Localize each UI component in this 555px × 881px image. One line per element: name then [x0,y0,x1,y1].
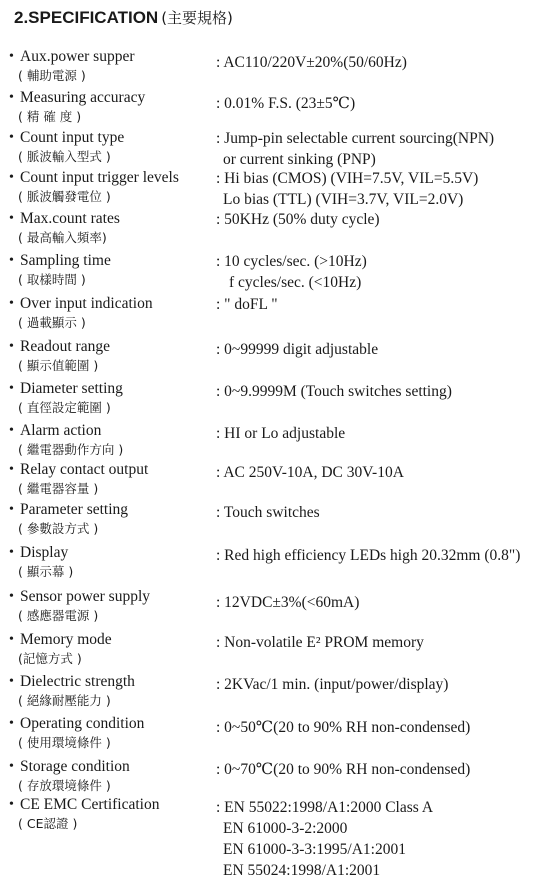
spec-label: Aux.power supper [20,48,135,65]
spec-value: : 50KHz (50% duty cycle) [216,211,380,228]
bullet-icon: • [9,589,14,604]
spec-value: : 0~50℃(20 to 90% RH non-condensed) [216,719,471,736]
bullet-icon: • [9,759,14,774]
bullet-icon: • [9,339,14,354]
section-title-chinese: (主要規格) [161,9,233,27]
spec-values [216,381,452,402]
spec-label: Max.count rates [20,210,120,227]
section-title-english: 2.SPECIFICATION [14,8,159,27]
spec-label-chinese: ( 取樣時間 ) [18,272,86,287]
spec-value: or current sinking (PNP) [223,151,376,168]
spec-label-chinese: ( 使用環境條件 ) [18,735,111,750]
bullet-icon: • [9,253,14,268]
spec-value: : 10 cycles/sec. (>10Hz) [216,253,367,270]
bullet-icon: • [9,423,14,438]
spec-label: Over input indication [20,295,153,312]
spec-label-chinese: ( 脈波觸發電位 ) [18,189,111,204]
spec-values [216,545,520,566]
spec-value: : 12VDC±3%(<60mA) [216,594,360,611]
spec-label: Display [20,544,69,561]
spec-values [216,797,433,881]
bullet-icon: • [9,632,14,647]
spec-label-chinese: ( 顯示幕 ) [18,564,74,579]
spec-label: Alarm action [20,422,102,439]
bullet-icon: • [9,381,14,396]
spec-values [216,209,380,230]
spec-label-chinese: ( 參數設方式 ) [18,521,99,536]
spec-value: : AC 250V-10A, DC 30V-10A [216,464,404,481]
spec-label-chinese: (記憶方式 ) [18,651,82,666]
spec-value: : Touch switches [216,504,320,521]
spec-label-chinese: ( 最高輸入頻率) [18,230,107,245]
spec-value: : Red high efficiency LEDs high 20.32mm (0.8") [216,547,521,564]
spec-values [216,251,367,293]
spec-values [216,294,278,315]
spec-label: Sensor power supply [20,588,151,605]
bullet-icon: • [9,296,14,311]
spec-label-chinese: ( 脈波輸入型式 ) [18,149,111,164]
spec-values [216,423,345,444]
bullet-icon: • [9,716,14,731]
spec-values [216,502,320,523]
spec-value: : 0~99999 digit adjustable [216,341,379,358]
spec-label: Diameter setting [20,380,123,397]
spec-label: Dielectric strength [20,673,135,690]
bullet-icon: • [9,211,14,226]
bullet-icon: • [9,130,14,145]
spec-values [216,52,407,73]
spec-label-chinese: ( 繼電器容量 ) [18,481,99,496]
bullet-icon: • [9,545,14,560]
spec-values [216,632,424,653]
spec-values [216,168,478,210]
spec-value: Lo bias (TTL) (VIH=3.7V, VIL=2.0V) [223,191,464,208]
spec-value: : 0.01% F.S. (23±5℃) [216,95,356,112]
spec-label-chinese: ( 感應器電源 ) [18,608,99,623]
spec-value: : HI or Lo adjustable [216,425,346,442]
spec-label-chinese: ( 直徑設定範圍 ) [18,400,111,415]
spec-value: : 2KVac/1 min. (input/power/display) [216,676,449,693]
spec-label-chinese: ( 絕緣耐壓能力 ) [18,693,111,708]
spec-label-chinese: ( 輔助電源 ) [18,68,86,83]
spec-values [216,759,470,780]
spec-value: EN 61000-3-3:1995/A1:2001 [223,841,406,858]
spec-value: : 0~9.9999M (Touch switches setting) [216,383,452,400]
spec-label: Measuring accuracy [20,89,146,106]
spec-values [216,128,494,170]
spec-value: : Jump-pin selectable current sourcing(NPN) [216,130,495,147]
spec-label-chinese: ( 過載顯示 ) [18,315,86,330]
bullet-icon: • [9,502,14,517]
spec-label: Relay contact output [20,461,149,478]
spec-values [216,462,404,483]
section-title [14,7,233,28]
spec-label-chinese: ( 精 確 度 ) [18,109,82,124]
spec-value: : AC110/220V±20%(50/60Hz) [216,54,407,71]
spec-value: EN 61000-3-2:2000 [223,820,348,837]
spec-values [216,339,378,360]
spec-label: Operating condition [20,715,145,732]
bullet-icon: • [9,170,14,185]
spec-label: Readout range [20,338,110,355]
spec-value: : EN 55022:1998/A1:2000 Class A [216,799,434,816]
spec-value: : " doFL " [216,296,278,313]
bullet-icon: • [9,674,14,689]
spec-value: : 0~70℃(20 to 90% RH non-condensed) [216,761,471,778]
spec-values [216,592,359,613]
bullet-icon: • [9,797,14,812]
spec-values [216,717,470,738]
spec-values [216,93,355,114]
bullet-icon: • [9,462,14,477]
bullet-icon: • [9,90,14,105]
spec-label-chinese: ( 繼電器動作方向 ) [18,442,124,457]
spec-label: Count input type [20,129,125,146]
spec-label-chinese: ( 存放環境條件 ) [18,778,111,793]
spec-label: CE EMC Certification [20,796,160,813]
spec-label: Sampling time [20,252,111,269]
spec-label: Parameter setting [20,501,129,518]
spec-label: Memory mode [20,631,112,648]
spec-value: : Hi bias (CMOS) (VIH=7.5V, VIL=5.5V) [216,170,479,187]
spec-label-chinese: ( CE認證 ) [18,816,78,831]
spec-label: Storage condition [20,758,130,775]
spec-value: : Non-volatile E² PROM memory [216,634,424,651]
bullet-icon: • [9,49,14,64]
spec-values [216,674,448,695]
spec-label: Count input trigger levels [20,169,179,186]
spec-label-chinese: ( 顯示值範圍 ) [18,358,99,373]
spec-value: f cycles/sec. (<10Hz) [229,274,362,291]
spec-value: EN 55024:1998/A1:2001 [223,862,381,879]
